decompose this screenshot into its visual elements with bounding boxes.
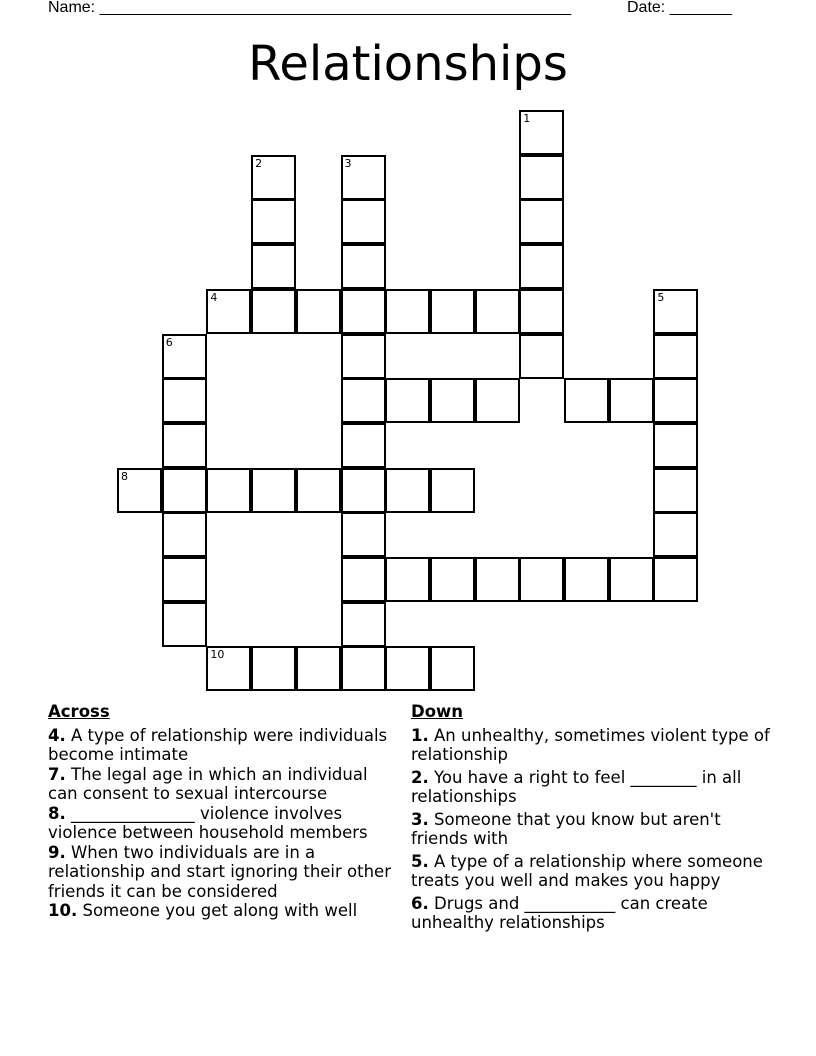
- clue-down-1: [411, 726, 781, 765]
- grid-cell[interactable]: [341, 155, 386, 200]
- grid-cell[interactable]: [341, 512, 386, 557]
- grid-cell[interactable]: [341, 378, 386, 423]
- clue-number-label: 2: [255, 156, 263, 170]
- grid-cell[interactable]: [385, 289, 430, 334]
- grid-cell[interactable]: [341, 423, 386, 468]
- grid-cell[interactable]: [430, 646, 475, 691]
- grid-cell[interactable]: [341, 334, 386, 379]
- clue-number-label: 8: [121, 469, 128, 483]
- page-title: Relationships: [248, 36, 568, 92]
- grid-cell[interactable]: [251, 199, 296, 244]
- clue-across-8: [48, 804, 398, 843]
- grid-cell[interactable]: [653, 468, 698, 513]
- grid-cell[interactable]: [653, 378, 698, 423]
- grid-cell[interactable]: [296, 646, 341, 691]
- grid-cell[interactable]: [653, 423, 698, 468]
- grid-cell[interactable]: [564, 557, 609, 602]
- clue-text: A type of relationship were individuals become intimate: [48, 725, 388, 764]
- clue-number-label: 5: [657, 290, 665, 304]
- grid-cell[interactable]: [341, 244, 386, 289]
- clue-number-label: 6: [165, 335, 173, 349]
- grid-cell[interactable]: [341, 557, 386, 602]
- grid-cell[interactable]: [341, 602, 386, 647]
- grid-cell[interactable]: [296, 289, 341, 334]
- across-clues: [48, 702, 398, 921]
- grid-cell[interactable]: [475, 378, 520, 423]
- clue-number: 2.: [411, 767, 429, 787]
- grid-cell[interactable]: [519, 199, 564, 244]
- grid-cell[interactable]: [430, 378, 475, 423]
- clue-down-3: [411, 810, 781, 849]
- down-heading: Down: [411, 702, 464, 721]
- grid-cell[interactable]: [609, 557, 654, 602]
- clue-number: 3.: [411, 809, 429, 829]
- grid-cell[interactable]: [206, 468, 251, 513]
- grid-cell[interactable]: [385, 378, 430, 423]
- clue-down-2: [411, 768, 781, 807]
- clue-text: _______________ violence involves violence between household members: [48, 803, 368, 842]
- grid-cell[interactable]: [162, 468, 207, 513]
- grid-cell[interactable]: [519, 110, 564, 155]
- across-heading: Across: [48, 702, 110, 721]
- grid-cell[interactable]: [162, 334, 207, 379]
- clue-text: When two individuals are in a relationship and start ignoring their other friends it can be considered: [48, 842, 391, 901]
- grid-cell[interactable]: [251, 244, 296, 289]
- date-field[interactable]: Date: _______: [627, 0, 732, 16]
- name-field[interactable]: Name: _____________________________________________________: [48, 0, 572, 16]
- clue-number-label: 10: [210, 648, 225, 662]
- clue-across-4: [48, 726, 398, 765]
- grid-cell[interactable]: [475, 557, 520, 602]
- clue-across-9: [48, 843, 398, 902]
- grid-cell[interactable]: [475, 289, 520, 334]
- clue-number: 4.: [48, 725, 66, 745]
- grid-cell[interactable]: [162, 512, 207, 557]
- grid-cell[interactable]: [341, 646, 386, 691]
- clue-number: 1.: [411, 725, 429, 745]
- clue-number: 8.: [48, 803, 66, 823]
- grid-cell[interactable]: [653, 557, 698, 602]
- clue-number-label: 3: [344, 156, 352, 170]
- clue-number: 9.: [48, 842, 66, 862]
- grid-cell[interactable]: [519, 334, 564, 379]
- grid-cell[interactable]: [385, 646, 430, 691]
- clue-across-7: [48, 765, 398, 804]
- grid-cell[interactable]: [162, 557, 207, 602]
- grid-cell[interactable]: [341, 468, 386, 513]
- grid-cell[interactable]: [251, 646, 296, 691]
- grid-cell[interactable]: [385, 468, 430, 513]
- grid-cell[interactable]: [519, 244, 564, 289]
- grid-cell[interactable]: [519, 289, 564, 334]
- grid-cell[interactable]: [162, 423, 207, 468]
- grid-cell[interactable]: [206, 646, 251, 691]
- grid-cell[interactable]: [653, 334, 698, 379]
- grid-cell[interactable]: [251, 289, 296, 334]
- grid-cell[interactable]: [162, 602, 207, 647]
- clue-text: An unhealthy, sometimes violent type of relationship: [411, 725, 770, 764]
- grid-cell[interactable]: [609, 378, 654, 423]
- grid-cell[interactable]: [519, 155, 564, 200]
- clue-text: Someone you get along with well: [77, 901, 358, 920]
- clue-across-10: [48, 901, 398, 921]
- clue-number-label: 4: [210, 290, 218, 304]
- grid-cell[interactable]: [162, 378, 207, 423]
- clue-text: You have a right to feel ________ in all relationships: [411, 767, 742, 806]
- grid-cell[interactable]: [430, 468, 475, 513]
- clue-down-6: [411, 894, 781, 933]
- clue-text: Someone that you know but aren't friends with: [411, 809, 721, 848]
- grid-cell[interactable]: [341, 199, 386, 244]
- down-clues: [411, 702, 781, 936]
- clue-number: 10.: [48, 901, 78, 920]
- clue-text: The legal age in which an individual can consent to sexual intercourse: [48, 764, 368, 803]
- grid-cell[interactable]: [653, 289, 698, 334]
- grid-cell[interactable]: [251, 468, 296, 513]
- clue-number: 5.: [411, 851, 429, 871]
- clue-number-label: 1: [523, 112, 531, 125]
- grid-cell[interactable]: [117, 468, 162, 513]
- clue-text: Drugs and ___________ can create unhealthy relationships: [411, 893, 708, 932]
- grid-cell[interactable]: [341, 289, 386, 334]
- clue-down-5: [411, 852, 781, 891]
- grid-cell[interactable]: [296, 468, 341, 513]
- grid-cell[interactable]: [519, 557, 564, 602]
- grid-cell[interactable]: [564, 378, 609, 423]
- grid-cell[interactable]: [385, 557, 430, 602]
- grid-cell[interactable]: [251, 155, 296, 200]
- clue-text: A type of a relationship where someone treats you well and makes you happy: [411, 851, 763, 890]
- grid-cell[interactable]: [430, 557, 475, 602]
- clue-number: 6.: [411, 893, 429, 913]
- grid-cell[interactable]: [653, 512, 698, 557]
- grid-cell[interactable]: [430, 289, 475, 334]
- clue-number: 7.: [48, 764, 66, 784]
- grid-cell[interactable]: [206, 289, 251, 334]
